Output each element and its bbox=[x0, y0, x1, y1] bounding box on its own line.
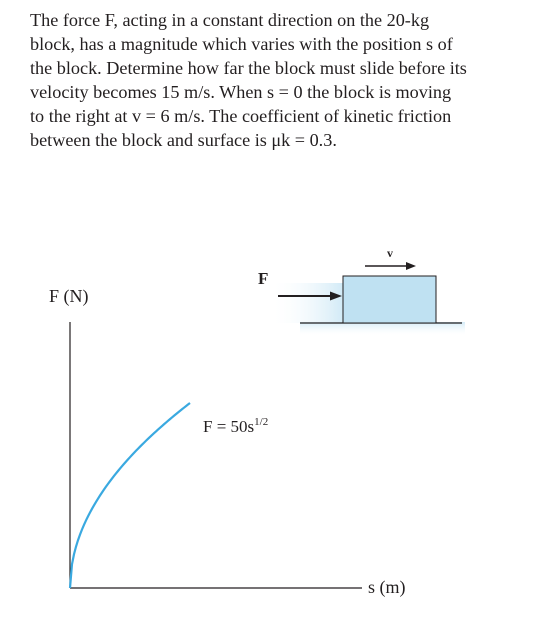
problem-line-2: block, has a magnitude which varies with the position s of bbox=[30, 34, 453, 54]
velocity-arrow-head bbox=[406, 262, 416, 270]
surface-shading bbox=[300, 322, 465, 336]
curve-equation bbox=[203, 416, 268, 437]
force-curve bbox=[70, 403, 190, 588]
x-axis-label: s (m) bbox=[368, 577, 406, 597]
curve-equation-exponent: 1/2 bbox=[254, 416, 269, 428]
curve-equation-main: F = 50s bbox=[203, 417, 255, 436]
force-label: F bbox=[258, 269, 269, 288]
y-axis-label: F (N) bbox=[49, 286, 89, 306]
problem-line-1: The force F, acting in a constant direction on the 20-kg bbox=[30, 10, 430, 30]
problem-line-4: velocity becomes 15 m/s. When s = 0 the block is moving bbox=[30, 82, 452, 102]
motion-trail bbox=[270, 283, 343, 323]
problem-line-6: between the block and surface is μk = 0.3. bbox=[30, 130, 337, 150]
problem-line-3: the block. Determine how far the block must slide before its bbox=[30, 58, 467, 78]
problem-line-5: to the right at v = 6 m/s. The coefficient of kinetic friction bbox=[30, 106, 452, 126]
block bbox=[343, 276, 436, 323]
velocity-label: v bbox=[387, 246, 393, 260]
